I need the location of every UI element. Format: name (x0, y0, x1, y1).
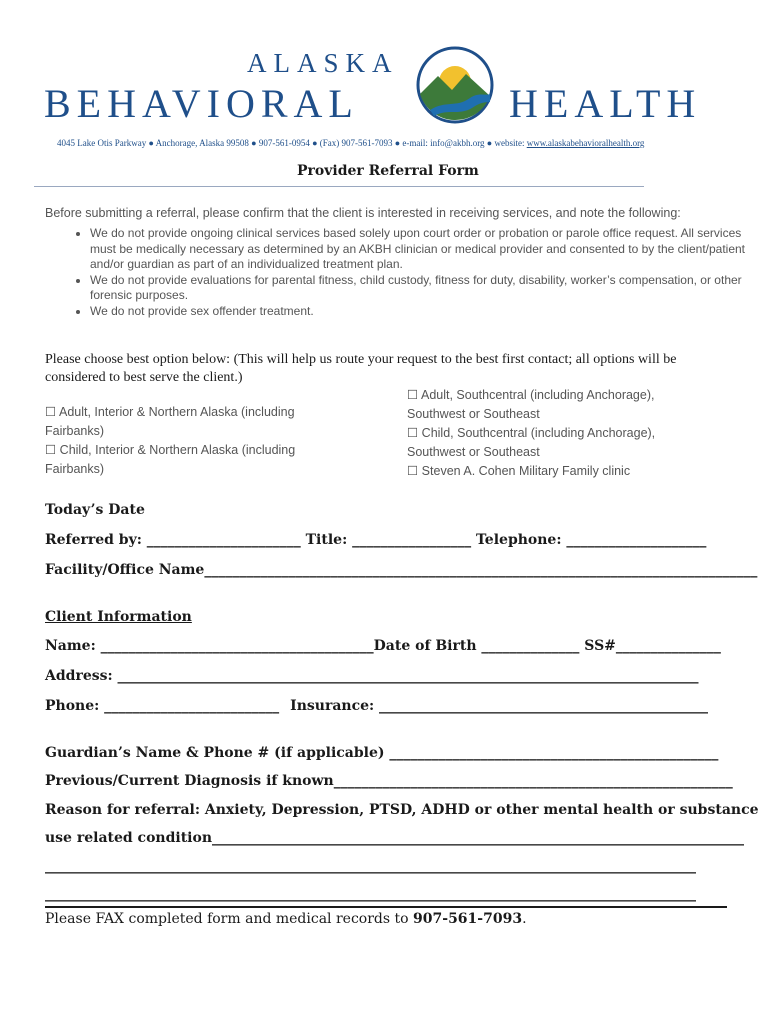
options-left (45, 403, 345, 479)
logo-emblem-icon (416, 46, 494, 124)
client-row (45, 638, 721, 654)
option-adult-interior[interactable]: ☐ Adult, Interior & Northern Alaska (including Fairbanks) (45, 405, 295, 438)
fax-end: . (522, 911, 527, 927)
insurance-field[interactable]: Insurance: _______________________________________________ (290, 698, 709, 714)
logo-text-behavioral: BEHAVIORAL (44, 81, 359, 126)
bottom-divider (45, 906, 727, 908)
telephone-field[interactable]: Telephone: ____________________ (471, 532, 707, 548)
note-item: • We do not provide ongoing clinical services based solely upon court order or probation or parole office request. All services must be medically necessary as determined by an AKBH clinician or medical provider and consented to by the client/patient and/or guardian as part of an individualized treatment plan. (90, 226, 770, 273)
dob-field[interactable]: Date of Birth ______________ (373, 638, 580, 654)
note-item: • We do not provide evaluations for parental fitness, child custody, fitness for duty, disability, worker’s compensation, or other forensic purposes. (90, 273, 770, 304)
fax-instruction (45, 911, 527, 927)
fax-number: 907-561-7093 (413, 911, 523, 927)
title-field[interactable]: Title: _________________ (300, 532, 472, 548)
referral-row (45, 532, 706, 548)
blank-line[interactable]: _____________________________________________________________________________________________ (45, 886, 696, 902)
reason-field[interactable]: use related condition____________________________________________________________________________ (45, 830, 745, 846)
address-field[interactable]: Address: ___________________________________________________________________________________ (45, 668, 699, 684)
title-divider (34, 186, 644, 187)
reason-text: Reason for referral: Anxiety, Depression, PTSD, ADHD or other mental health or substance (45, 802, 759, 818)
notes-list (45, 226, 770, 319)
referred-by-field[interactable]: Referred by: ______________________ (45, 532, 301, 548)
contact-text: 4045 Lake Otis Parkway ● Anchorage, Alaska 99508 ● 907-561-0954 ● (Fax) 907-561-7093 ● e-mail: info@akbh.org ● website: (57, 138, 527, 148)
form-title: Provider Referral Form (297, 163, 479, 179)
fax-text: Please FAX completed form and medical records to (45, 911, 414, 927)
diagnosis-field[interactable]: Previous/Current Diagnosis if known_________________________________________________________ (45, 773, 733, 789)
choose-option-text: Please choose best option below: (This will help us route your request to the best first contact; all options will be considered to best serve the client.) (45, 352, 677, 385)
facility-field[interactable]: Facility/Office Name_______________________________________________________________________________ (45, 562, 758, 578)
website-link[interactable]: www.alaskabehavioralhealth.org (526, 138, 645, 148)
option-child-southcentral[interactable]: ☐ Child, Southcentral (including Anchorage), Southwest or Southeast (407, 426, 656, 459)
options-right (407, 386, 707, 481)
logo-text-health: HEALTH (509, 81, 702, 126)
contact-line (57, 138, 644, 148)
blank-line[interactable]: _____________________________________________________________________________________________ (45, 858, 696, 874)
client-info-heading: Client Information (45, 609, 192, 625)
option-adult-southcentral[interactable]: ☐ Adult, Southcentral (including Anchorage), Southwest or Southeast (407, 388, 655, 421)
option-child-interior[interactable]: ☐ Child, Interior & Northern Alaska (including Fairbanks) (45, 443, 296, 476)
phone-row (45, 698, 708, 714)
guardian-field[interactable]: Guardian’s Name & Phone # (if applicable) _______________________________________________ (45, 745, 719, 761)
phone-field[interactable]: Phone: _________________________ (45, 698, 280, 714)
intro-text: Before submitting a referral, please confirm that the client is interested in receiving services, and note the following: (45, 206, 681, 220)
logo-text-alaska: ALASKA (247, 48, 399, 78)
note-item: • We do not provide sex offender treatment. (90, 304, 770, 320)
ssn-field[interactable]: SS#_______________ (579, 638, 721, 654)
option-military-clinic[interactable]: ☐ Steven A. Cohen Military Family clinic (407, 464, 631, 478)
todays-date-field[interactable]: Today’s Date (45, 502, 145, 518)
name-field[interactable]: Name: _______________________________________ (45, 638, 374, 654)
